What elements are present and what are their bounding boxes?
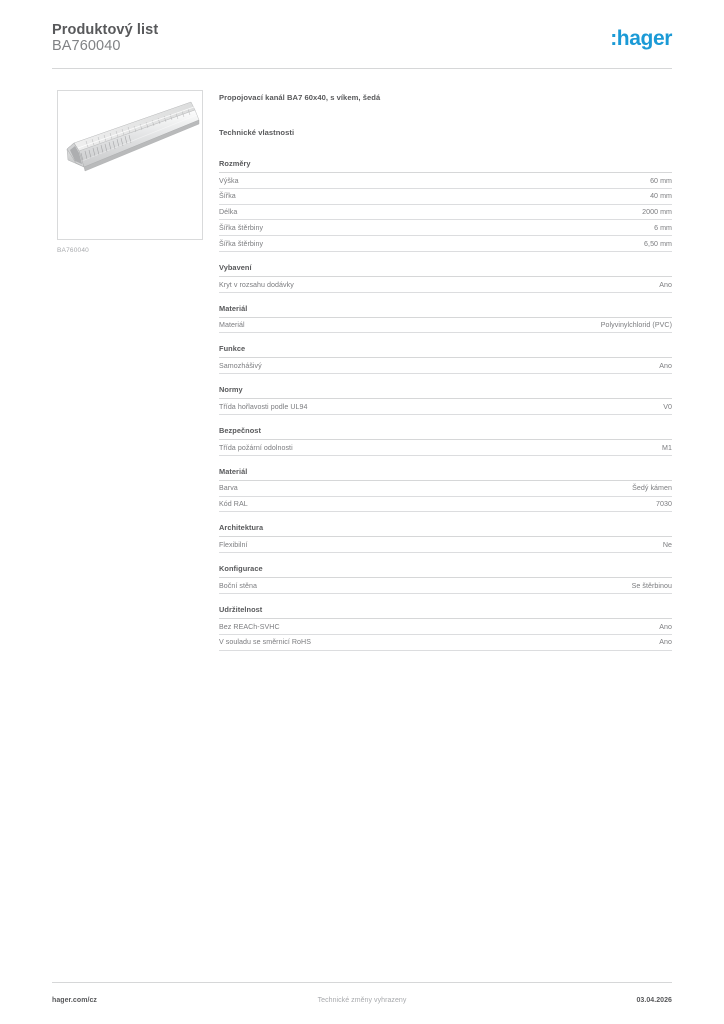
spec-value: Se štěrbinou xyxy=(631,581,672,590)
product-image-frame xyxy=(57,90,203,240)
spec-row xyxy=(219,205,672,221)
spec-label: Boční stěna xyxy=(219,581,258,590)
page-footer xyxy=(52,997,672,1009)
footer-disclaimer: Technické změny vyhrazeny xyxy=(317,997,407,1004)
spec-row xyxy=(219,277,672,293)
spec-group xyxy=(219,159,672,252)
spec-value: Ano xyxy=(659,362,672,371)
spec-group-title: Materiál xyxy=(219,467,672,481)
spec-label: Samozhášivý xyxy=(219,362,262,371)
spec-group xyxy=(219,564,672,594)
spec-row xyxy=(219,358,672,374)
spec-row xyxy=(219,635,672,651)
spec-label: Bez REACh-SVHC xyxy=(219,622,280,631)
spec-group-title: Konfigurace xyxy=(219,564,672,578)
spec-value: Ano xyxy=(659,638,672,647)
spec-row xyxy=(219,497,672,513)
spec-label: Šířka štěrbiny xyxy=(219,223,264,232)
spec-group xyxy=(219,385,672,415)
spec-row xyxy=(219,318,672,334)
spec-value: 7030 xyxy=(656,500,672,509)
footer-website-link[interactable]: hager.com/cz xyxy=(52,997,97,1004)
hager-logo: :hager xyxy=(610,27,672,50)
spec-row xyxy=(219,220,672,236)
product-figure xyxy=(57,90,203,254)
page-header xyxy=(52,22,672,68)
spec-row xyxy=(219,481,672,497)
spec-group xyxy=(219,605,672,651)
spec-group-title: Architektura xyxy=(219,523,672,537)
spec-value: 40 mm xyxy=(650,192,672,201)
technical-specs-title: Technické vlastnosti xyxy=(219,128,295,137)
spec-label: Materiál xyxy=(219,321,245,330)
spec-label: Délka xyxy=(219,208,238,217)
spec-value: Ano xyxy=(659,622,672,631)
spec-value: 6,50 mm xyxy=(644,239,672,248)
spec-group xyxy=(219,426,672,456)
spec-value: Ne xyxy=(662,540,672,549)
spec-value: M1 xyxy=(662,443,672,452)
spec-group-title: Rozměry xyxy=(219,159,672,173)
spec-group-title: Bezpečnost xyxy=(219,426,672,440)
spec-label: Šířka xyxy=(219,192,236,201)
spec-row xyxy=(219,399,672,415)
spec-label: V souladu se směrnicí RoHS xyxy=(219,638,311,647)
spec-label: Barva xyxy=(219,484,238,493)
header-divider xyxy=(52,68,672,69)
spec-value: Polyvinylchlorid (PVC) xyxy=(600,321,672,330)
footer-divider xyxy=(52,982,672,983)
spec-row xyxy=(219,189,672,205)
spec-group-title: Materiál xyxy=(219,304,672,318)
spec-row xyxy=(219,578,672,594)
spec-row xyxy=(219,440,672,456)
spec-label: Třída hořlavosti podle UL94 xyxy=(219,402,308,411)
document-title: Produktový list xyxy=(52,22,159,38)
spec-group-title: Vybavení xyxy=(219,263,672,277)
spec-group xyxy=(219,263,672,293)
main-content xyxy=(219,93,672,662)
product-photo-trunking xyxy=(58,91,202,239)
spec-row xyxy=(219,537,672,553)
spec-group xyxy=(219,344,672,374)
document-reference: BA760040 xyxy=(52,38,121,54)
spec-row xyxy=(219,236,672,252)
spec-label: Kryt v rozsahu dodávky xyxy=(219,280,294,289)
spec-value: 60 mm xyxy=(650,176,672,185)
spec-group-title: Normy xyxy=(219,385,672,399)
spec-group-title: Udržitelnost xyxy=(219,605,672,619)
spec-row xyxy=(219,619,672,635)
spec-label: Třída požární odolnosti xyxy=(219,443,293,452)
spec-group xyxy=(219,467,672,513)
figure-caption: BA760040 xyxy=(57,247,89,254)
spec-groups-container xyxy=(219,159,672,651)
spec-label: Kód RAL xyxy=(219,500,248,509)
footer-date: 03.04.2026 xyxy=(636,997,672,1004)
spec-group xyxy=(219,304,672,334)
spec-value: 6 mm xyxy=(654,223,672,232)
spec-value: 2000 mm xyxy=(642,208,672,217)
spec-label: Výška xyxy=(219,176,239,185)
spec-group xyxy=(219,523,672,553)
spec-label: Šířka štěrbiny xyxy=(219,239,264,248)
spec-value: Šedý kámen xyxy=(632,484,672,493)
spec-group-title: Funkce xyxy=(219,344,672,358)
spec-row xyxy=(219,173,672,189)
spec-value: V0 xyxy=(663,402,672,411)
spec-label: Flexibilní xyxy=(219,540,248,549)
spec-value: Ano xyxy=(659,280,672,289)
product-name: Propojovací kanál BA7 60x40, s víkem, šedá xyxy=(219,93,381,102)
